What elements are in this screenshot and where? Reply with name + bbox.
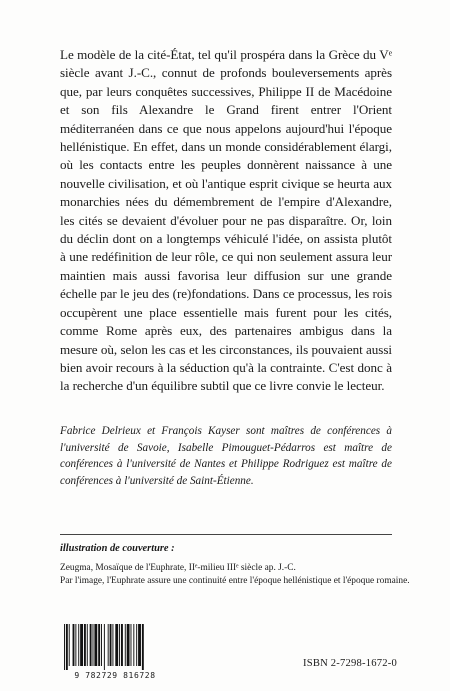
barcode-bar [131, 624, 132, 666]
barcode-bar [66, 624, 68, 670]
barcode-number: 9 782729 816728 [74, 671, 156, 680]
barcode-bar [69, 624, 70, 666]
barcode-bar [101, 624, 102, 666]
summary-paragraph: Le modèle de la cité-État, tel qu'il prospéra dans la Grèce du Vᵉ siècle avant J.-C., connut de profonds bouleversements après que, par leurs conquêtes successives, Philippe II de Macédoine et son fils Alexandre le Grand firent entrer l'Orient méditerranéen dans ce que nous appelons aujourd'hui l'époque hellénistique. En effet, dans un monde considérablement élargi, où les contacts entre les peuples donnèrent naissance à une nouvelle civilisation, et où l'antique esprit civique se heurta aux monarchies nées du démembrement de l'empire d'Alexandre, les cités se devaient d'évoluer pour ne pas disparaître. Or, loin du déclin dont on a longtemps véhiculé l'idée, on assista plutôt à une redéfinition de leur rôle, ce qui non seulement assura leur maintien mais aussi favorisa leur diffusion sur une grande échelle par le jeu des (re)fondations. Dans ce processus, les rois occupèrent une place essentielle mais furent pour les cités, comme Rome après eux, des partenaires ambigus dans la mesure où, selon les cas et les circonstances, ils pouvaient aussi bien avoir recours à la séduction qu'à la contrainte. C'est donc à la recherche d'un équilibre subtil que ce livre convie le lecteur. [60, 47, 392, 394]
section-divider [60, 534, 392, 535]
barcode-bar [133, 624, 134, 666]
barcode-bar [121, 624, 123, 666]
cover-illustration-heading: illustration de couverture : [60, 543, 175, 554]
barcode-bar [80, 624, 83, 666]
authors-paragraph: Fabrice Delrieux et François Kayser sont maîtres de conférences à l'université de Savoie, Isabelle Pimouguet-Pédarros est maître de conférences à l'université de Nantes et Philippe Rodriguez est maître de conférences à l'université de Saint-Étienne. [60, 425, 392, 487]
cover-illustration-caption: Zeugma, Mosaïque de l'Euphrate, IIᵉ-milieu IIIᵉ siècle ap. J.-C. [60, 563, 296, 573]
barcode-bar [78, 624, 79, 666]
barcode-bar [115, 624, 118, 666]
isbn-number: ISBN 2-7298-1672-0 [303, 658, 397, 669]
barcode-bar [90, 624, 92, 666]
barcode-bar [75, 624, 76, 666]
cover-illustration-description: Par l'image, l'Euphrate assure une continuité entre l'époque hellénistique et l'époque romaine. [60, 576, 410, 586]
barcode-bar [127, 624, 130, 666]
barcode [60, 624, 170, 674]
barcode-bar [98, 624, 100, 666]
barcode-bar [108, 624, 109, 666]
barcode-bar [136, 624, 137, 666]
barcode-bar [84, 624, 86, 666]
barcode-bar [73, 624, 75, 666]
barcode-bar [112, 624, 113, 666]
barcode-bar [119, 624, 120, 666]
barcode-bar [142, 624, 144, 670]
barcode-bar [138, 624, 141, 666]
barcode-icon [60, 624, 170, 670]
barcode-bar [94, 624, 97, 666]
barcode-bar [93, 624, 94, 666]
barcode-bar [87, 624, 88, 666]
barcode-bar [104, 624, 105, 670]
barcode-bar [110, 624, 112, 666]
barcode-bar [125, 624, 126, 666]
barcode-bar [64, 624, 65, 670]
